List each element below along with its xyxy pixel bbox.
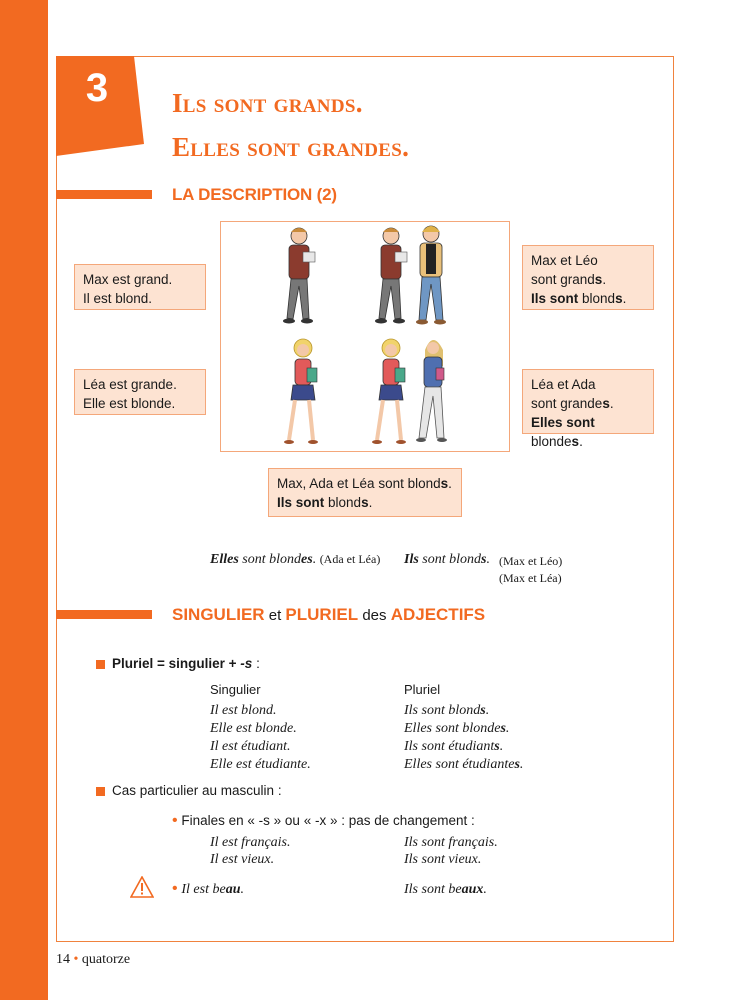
example-paren-max-leo: (Max et Léo) (499, 554, 563, 568)
section-rule (56, 190, 152, 199)
finales-line: • Finales en « -s » ou « -x » : pas de changement : (172, 812, 475, 829)
ex1-singulier: Il est français. (210, 835, 291, 850)
box-max-leo: Max et Léo sont grands. Ils sont blonds. (522, 245, 654, 310)
singulier-list: Il est blond. Elle est blonde. Il est étudiant. Elle est étudiante. (210, 703, 311, 772)
box-all: Max, Ada et Léa sont blonds. Ils sont blonds. (268, 468, 462, 517)
beau-singulier: • Il est beau. (172, 880, 244, 897)
ex1-pluriel: Ils sont français. (404, 835, 498, 850)
figure-max (283, 228, 315, 324)
box-lea-ada: Léa et Ada sont grandes. Elles sont blondes. (522, 369, 654, 434)
warning-triangle-icon (130, 876, 154, 903)
figure-ada (416, 340, 447, 442)
cas-particulier: Cas particulier au masculin : (112, 783, 282, 798)
page-footer: 14 • quatorze (56, 952, 131, 967)
rule-pluriel: Pluriel = singulier + -s : (112, 656, 260, 671)
side-bar (0, 0, 48, 1000)
bullet-square-2 (96, 787, 105, 796)
example-ils: Ils sont blonds. (404, 552, 490, 567)
beau-pluriel: Ils sont beaux. (404, 882, 487, 897)
bullet-square (96, 660, 105, 669)
figure-lea (284, 339, 318, 444)
box-lea: Léa est grande. Elle est blonde. (74, 369, 206, 415)
figure-max-2 (375, 228, 407, 324)
pluriel-list: Ils sont blonds. Elles sont blondes. Ils sont étudiants. Elles sont étudiantes. (404, 703, 524, 772)
example-elles: Elles sont blondes. (Ada et Léa) (210, 552, 381, 567)
box-max: Max est grand. Il est blond. (74, 264, 206, 310)
lesson-number: 3 (85, 66, 109, 110)
ex2-pluriel: Ils sont vieux. (404, 852, 482, 867)
ex2-singulier: Il est vieux. (210, 852, 275, 867)
people-illustration (220, 221, 510, 452)
lesson-title-line1: Ils sont grands. (172, 88, 363, 118)
section-title-description: LA DESCRIPTION (2) (172, 185, 337, 204)
figure-lea-2 (372, 339, 406, 444)
example-paren-max-lea: (Max et Léa) (499, 571, 562, 585)
lesson-title-line2: Elles sont grandes. (172, 132, 410, 162)
figure-leo (416, 226, 446, 325)
section-title-adjectifs: SINGULIER et PLURIEL des ADJECTIFS (172, 605, 486, 624)
col-head-pluriel: Pluriel (404, 682, 441, 697)
col-head-singulier: Singulier (210, 682, 261, 697)
section-rule-2 (56, 610, 152, 619)
